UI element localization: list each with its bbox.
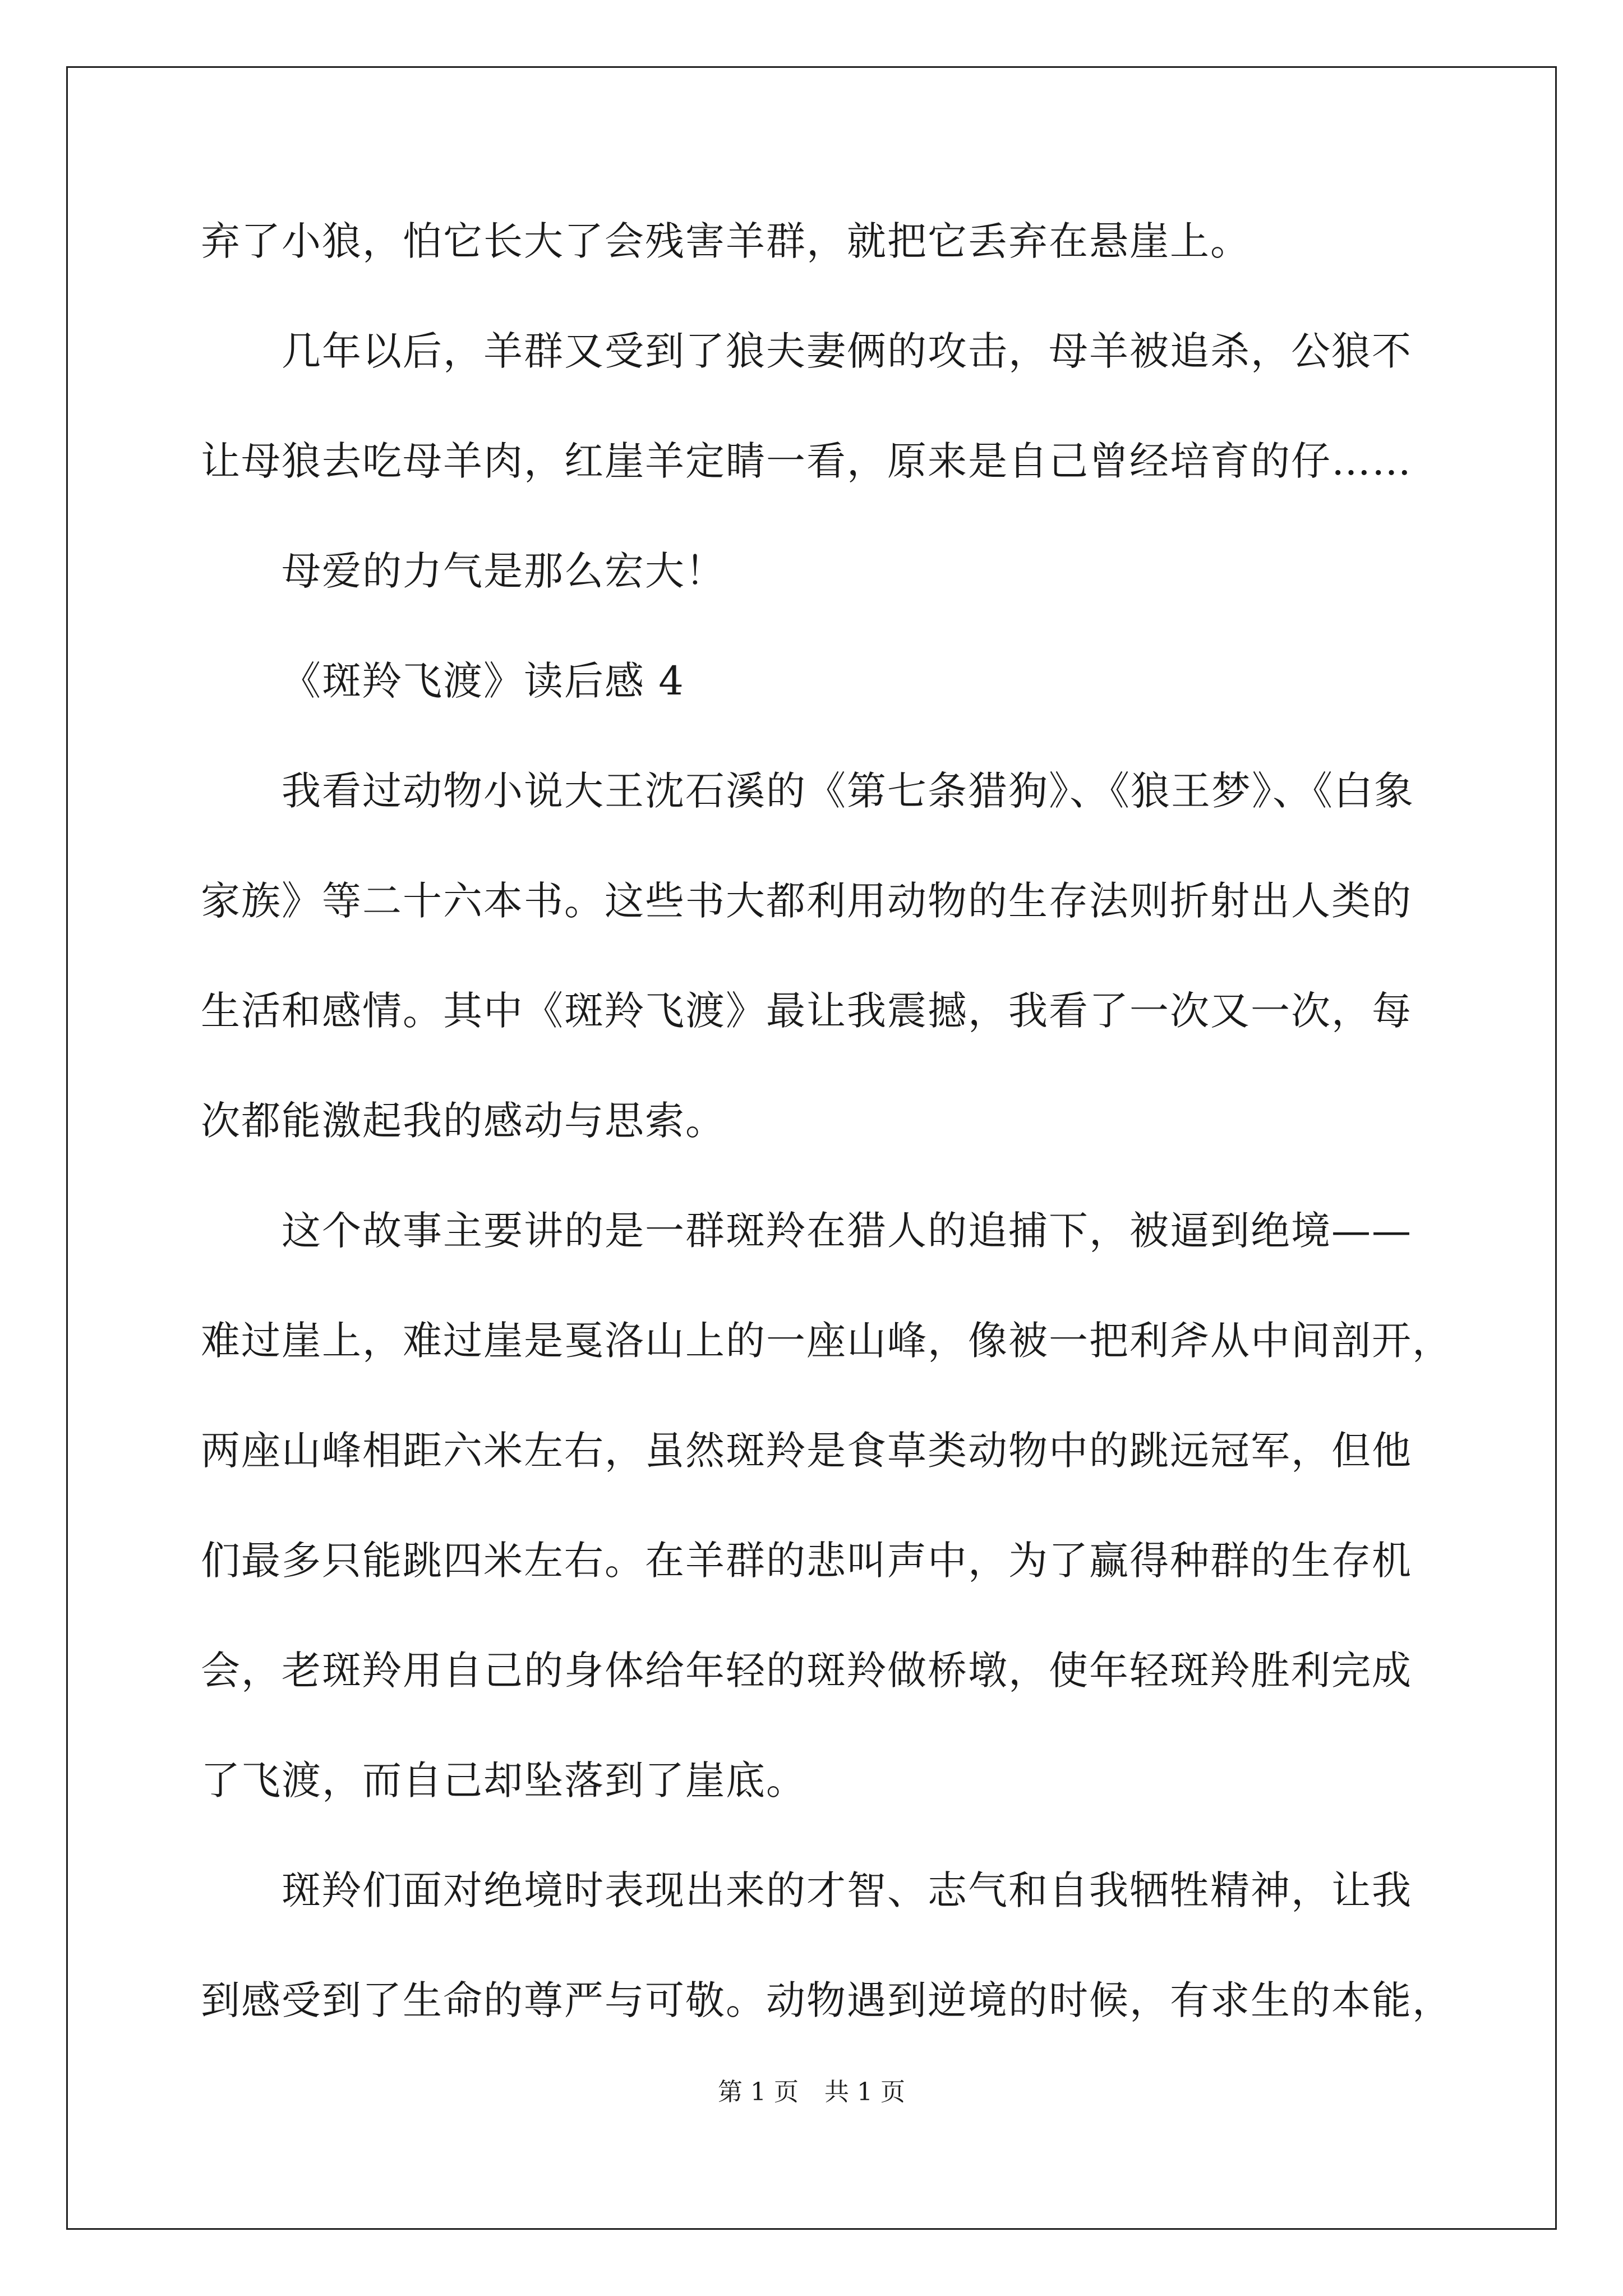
text-line-15: 了飞渡，而自己却坠落到了崖底。 <box>201 1757 806 1803</box>
text-line-11: 难过崖上，难过崖是戛洛山上的一座山峰，像被一把利斧从中间剖开， <box>201 1318 1453 1364</box>
page-number-current: 第 1 页 <box>718 2078 799 2106</box>
text-line-7: 家族》等二十六本书。这些书大都利用动物的生存法则折射出人类的 <box>201 878 1412 924</box>
text-line-4: 母爱的力气是那么宏大！ <box>282 548 726 594</box>
text-line-17: 到感受到了生命的尊严与可敬。动物遇到逆境的时候，有求生的本能， <box>201 1977 1453 2023</box>
text-line-3: 让母狼去吃母羊肉，红崖羊定睛一看，原来是自己曾经培育的仔…… <box>201 438 1412 484</box>
text-line-13: 们最多只能跳四米左右。在羊群的悲叫声中，为了赢得种群的生存机 <box>201 1538 1412 1584</box>
text-line-12: 两座山峰相距六米左右，虽然斑羚是食草类动物中的跳远冠军，但他 <box>201 1428 1412 1474</box>
text-line-9: 次都能激起我的感动与思索。 <box>201 1098 726 1144</box>
text-line-8: 生活和感情。其中《斑羚飞渡》最让我震撼，我看了一次又一次，每 <box>201 988 1412 1034</box>
text-line-6: 我看过动物小说大王沈石溪的《第七条猎狗》、《狼王梦》、《白象 <box>282 768 1414 814</box>
page-number-total: 共 1 页 <box>824 2078 905 2106</box>
text-line-10: 这个故事主要讲的是一群斑羚在猎人的追捕下，被逼到绝境—— <box>282 1208 1412 1254</box>
section-heading: 《斑羚飞渡》读后感 4 <box>282 658 685 704</box>
text-line-16: 斑羚们面对绝境时表现出来的才智、志气和自我牺牲精神，让我 <box>282 1867 1412 1913</box>
text-line-14: 会，老斑羚用自己的身体给年轻的斑羚做桥墩，使年轻斑羚胜利完成 <box>201 1648 1412 1694</box>
text-line-1: 弃了小狼，怕它长大了会残害羊群，就把它丢弃在悬崖上。 <box>201 218 1251 264</box>
text-line-2: 几年以后，羊群又受到了狼夫妻俩的攻击，母羊被追杀，公狼不 <box>282 328 1412 374</box>
page-footer <box>0 2076 1623 2109</box>
